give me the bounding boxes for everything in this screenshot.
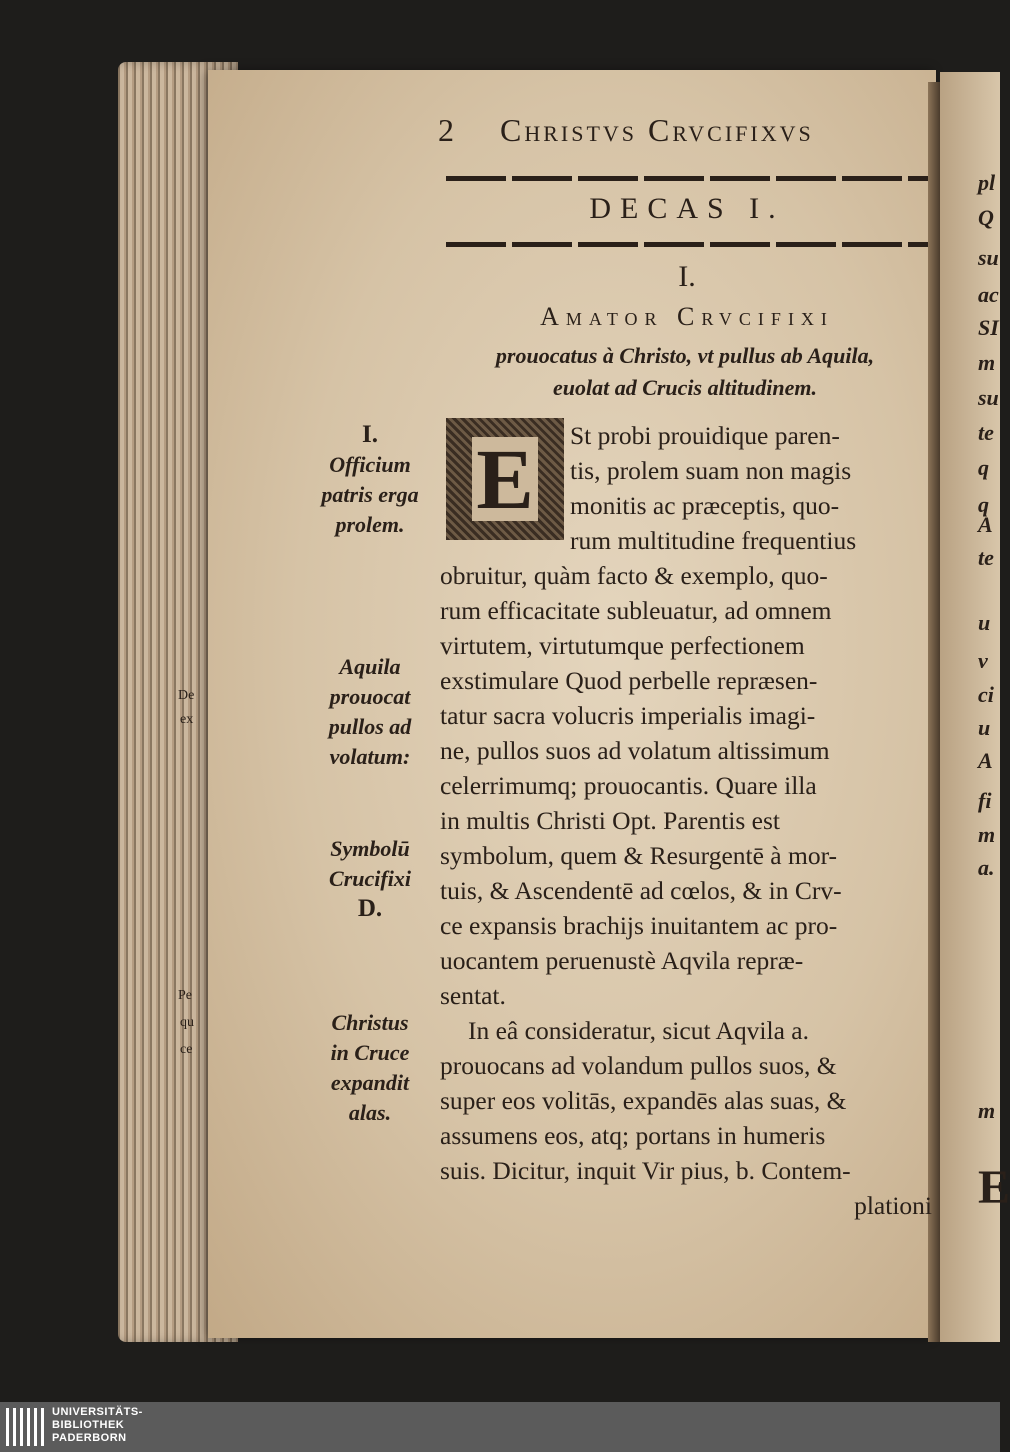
prev-page-fragment: ce [180, 1042, 193, 1057]
facing-page-fragment: ci [978, 682, 994, 707]
facing-page-fragment: q [978, 455, 989, 480]
bottom-rule [446, 242, 928, 247]
marginal-line: Symbolū [330, 836, 410, 861]
initial-letter: E [472, 437, 538, 521]
marginal-note-4 [300, 1008, 440, 1128]
facing-page-fragment: te [978, 545, 994, 570]
body-line: ce expansis brachijs inuitantem ac pro- [440, 911, 838, 940]
facing-page-fragment: a. [978, 855, 995, 880]
library-name [52, 1406, 143, 1445]
facing-page-fragment: m [978, 1098, 996, 1123]
facing-page-fragment: A [978, 748, 993, 773]
facing-page-fragment: pl [978, 170, 996, 195]
body-line: celerrimumq; prouocantis. Quare illa [440, 771, 817, 800]
marginal-note-3 [300, 834, 440, 924]
lemma-line: prouocatus à Christo, vt pullus ab Aquila, [495, 343, 875, 368]
body-line: St probi prouidique paren- [570, 421, 840, 450]
body-line: virtutem, virtutumque perfectionem [440, 631, 805, 660]
facing-page-fragment: su [978, 245, 999, 270]
body-line: tuis, & Ascendentē ad cœlos, & in Crv- [440, 876, 842, 905]
marginal-line: prolem. [335, 512, 405, 537]
body-line: assumens eos, atq; portans in humeris [440, 1121, 826, 1150]
prev-page-fragment: De [178, 688, 195, 703]
marginal-line: pullos ad [328, 714, 412, 739]
body-line: uocantem peruenustè Aqvila repræ- [440, 946, 804, 975]
body-line: rum efficacitate subleuatur, ad omnem [440, 596, 832, 625]
body-line: obruitur, quàm facto & exemplo, quo- [440, 561, 828, 590]
prev-page-fragment: Pe [178, 988, 192, 1003]
lemma-line: euolat ad Crucis altitudinem. [552, 375, 818, 400]
facing-page-fragment: m [978, 822, 996, 847]
body-line: monitis ac præceptis, quo- [570, 491, 840, 520]
library-banner [0, 1402, 1000, 1452]
facing-page-fragment: SI [978, 315, 999, 340]
facing-page-fragment: te [978, 420, 994, 445]
body-line: rum multitudine frequentius [570, 526, 857, 555]
body-line: In eâ consideratur, sicut Aqvila a. [468, 1016, 809, 1045]
marginal-line: Christus [331, 1010, 409, 1035]
marginal-line: patris erga [321, 482, 419, 507]
facing-page-fragment: E [978, 1161, 1010, 1214]
facing-page-fragment: A [978, 512, 993, 537]
facing-page-fragment: ac [978, 282, 999, 307]
body-line: tis, prolem suam non magis [570, 456, 852, 485]
marginal-number: I. [362, 421, 378, 448]
chapter-title: Amator Crvcifixi [540, 302, 834, 331]
marginal-line: prouocat [329, 684, 411, 709]
marginal-note-2 [300, 652, 440, 772]
body-line: exstimulare Quod perbelle repræsen- [440, 666, 818, 695]
running-title: Christvs Crvcifixvs [500, 112, 814, 148]
folio-number: 2 [438, 112, 456, 148]
chapter-lemma [440, 340, 930, 404]
library-name-line: PADERBORN [52, 1432, 127, 1444]
facing-page-fragment: q [978, 492, 989, 517]
section-heading: DECAS I. [589, 192, 785, 225]
library-name-line: BIBLIOTHEK [52, 1419, 125, 1431]
facing-page-fragment: m [978, 350, 996, 375]
body-line: prouocans ad volandum pullos suos, & [440, 1051, 837, 1080]
prev-page-fragment: qu [180, 1015, 194, 1030]
body-line: symbolum, quem & Resurgentē à mor- [440, 841, 838, 870]
facing-page-fragment: u [978, 610, 991, 635]
marginal-line: expandit [330, 1070, 410, 1095]
body-line: ne, pullos suos ad volatum altissimum [440, 736, 830, 765]
marginal-line: alas. [348, 1100, 392, 1125]
marginal-line: Aquila [339, 654, 401, 679]
library-logo-icon [6, 1408, 44, 1446]
marginal-line: Crucifixi [329, 866, 411, 891]
marginal-line: volatum: [329, 744, 411, 769]
library-name-line: UNIVERSITÄTS- [52, 1406, 143, 1418]
marginal-line: D. [357, 895, 383, 922]
marginal-line: in Cruce [330, 1040, 410, 1065]
marginal-line: Officium [329, 452, 411, 477]
body-line: suis. Dicitur, inquit Vir pius, b. Contem- [440, 1156, 851, 1185]
body-line: sentat. [440, 981, 506, 1010]
facing-page-fragment: u [978, 715, 991, 740]
body-line: plationi [854, 1191, 932, 1220]
chapter-numeral: I. [678, 260, 696, 293]
facing-page-fragment: v [978, 648, 988, 673]
body-line: in multis Christi Opt. Parentis est [440, 806, 781, 835]
running-header [438, 112, 814, 149]
body-line: tatur sacra volucris imperialis imagi- [440, 701, 816, 730]
facing-page-fragment: su [978, 385, 999, 410]
facing-page-fragment: fi [978, 788, 992, 813]
prev-page-fragment: ex [180, 712, 194, 727]
body-line: super eos volitās, expandēs alas suas, & [440, 1086, 847, 1115]
facing-page-fragment: Q [978, 205, 994, 230]
body-text [440, 418, 932, 1223]
marginal-note-1 [300, 420, 440, 540]
top-rule [446, 176, 928, 181]
